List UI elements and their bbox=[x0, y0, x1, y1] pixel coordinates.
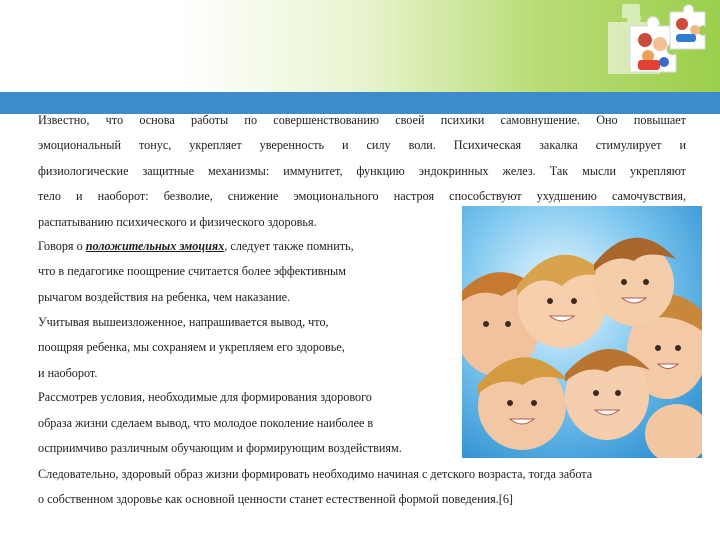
side-line-1: что в педагогике поощрение считается более эффективным bbox=[38, 264, 346, 278]
emotion-prefix: Говоря о bbox=[38, 239, 86, 253]
side-line-3: Учитывая вышеизложенное, напрашивается вывод, что, bbox=[38, 315, 329, 329]
side-line-4: поощряя ребенка, мы сохраняем и укрепляем его здоровье, bbox=[38, 340, 345, 354]
side-line-2: рычагом воздействия на ребенка, чем наказание. bbox=[38, 290, 291, 304]
body-line-2: эмоциональный тонус, укрепляет уверенность и силу воли. Психическая закалка стимулирует и bbox=[38, 138, 686, 152]
side-line-6: Рассмотрев условия, необходимые для формирования здорового bbox=[38, 390, 372, 404]
emotion-emphasis: положительных эмоциях bbox=[85, 239, 225, 253]
body-line-5: распатыванию психического и физического здоровья. bbox=[38, 215, 317, 229]
closing-line-1: Следовательно, здоровый образ жизни формировать необходимо начиная с детского возраста, тогда забота bbox=[38, 467, 593, 481]
emotion-suffix: , следует также помнить, bbox=[224, 239, 354, 253]
side-line-5: и наоборот. bbox=[38, 366, 98, 380]
puzzle-children-logo bbox=[600, 4, 710, 104]
emotion-line bbox=[38, 238, 354, 254]
side-line-7: образа жизни сделаем вывод, что молодое поколение наиболее в bbox=[38, 416, 374, 430]
side-line-8: осприимчиво различным обучающим и формирующим воздействиям. bbox=[38, 441, 402, 455]
body-line-3: физиологические защитные механизмы: иммунитет, функцию эндокринных желез. Так мысли укрепляют bbox=[38, 164, 686, 178]
children-photo bbox=[462, 206, 702, 458]
body-line-4: тело и наоборот: безволие, снижение эмоционального настроя способствуют ухудшению самочувствия, bbox=[38, 189, 686, 203]
closing-line-2: о собственном здоровье как основной ценности станет естественной формой поведения.[6] bbox=[38, 492, 513, 506]
body-line-1: Известно, что основа работы по совершенствованию своей психики самовнушение. Оно повышает bbox=[38, 113, 686, 127]
